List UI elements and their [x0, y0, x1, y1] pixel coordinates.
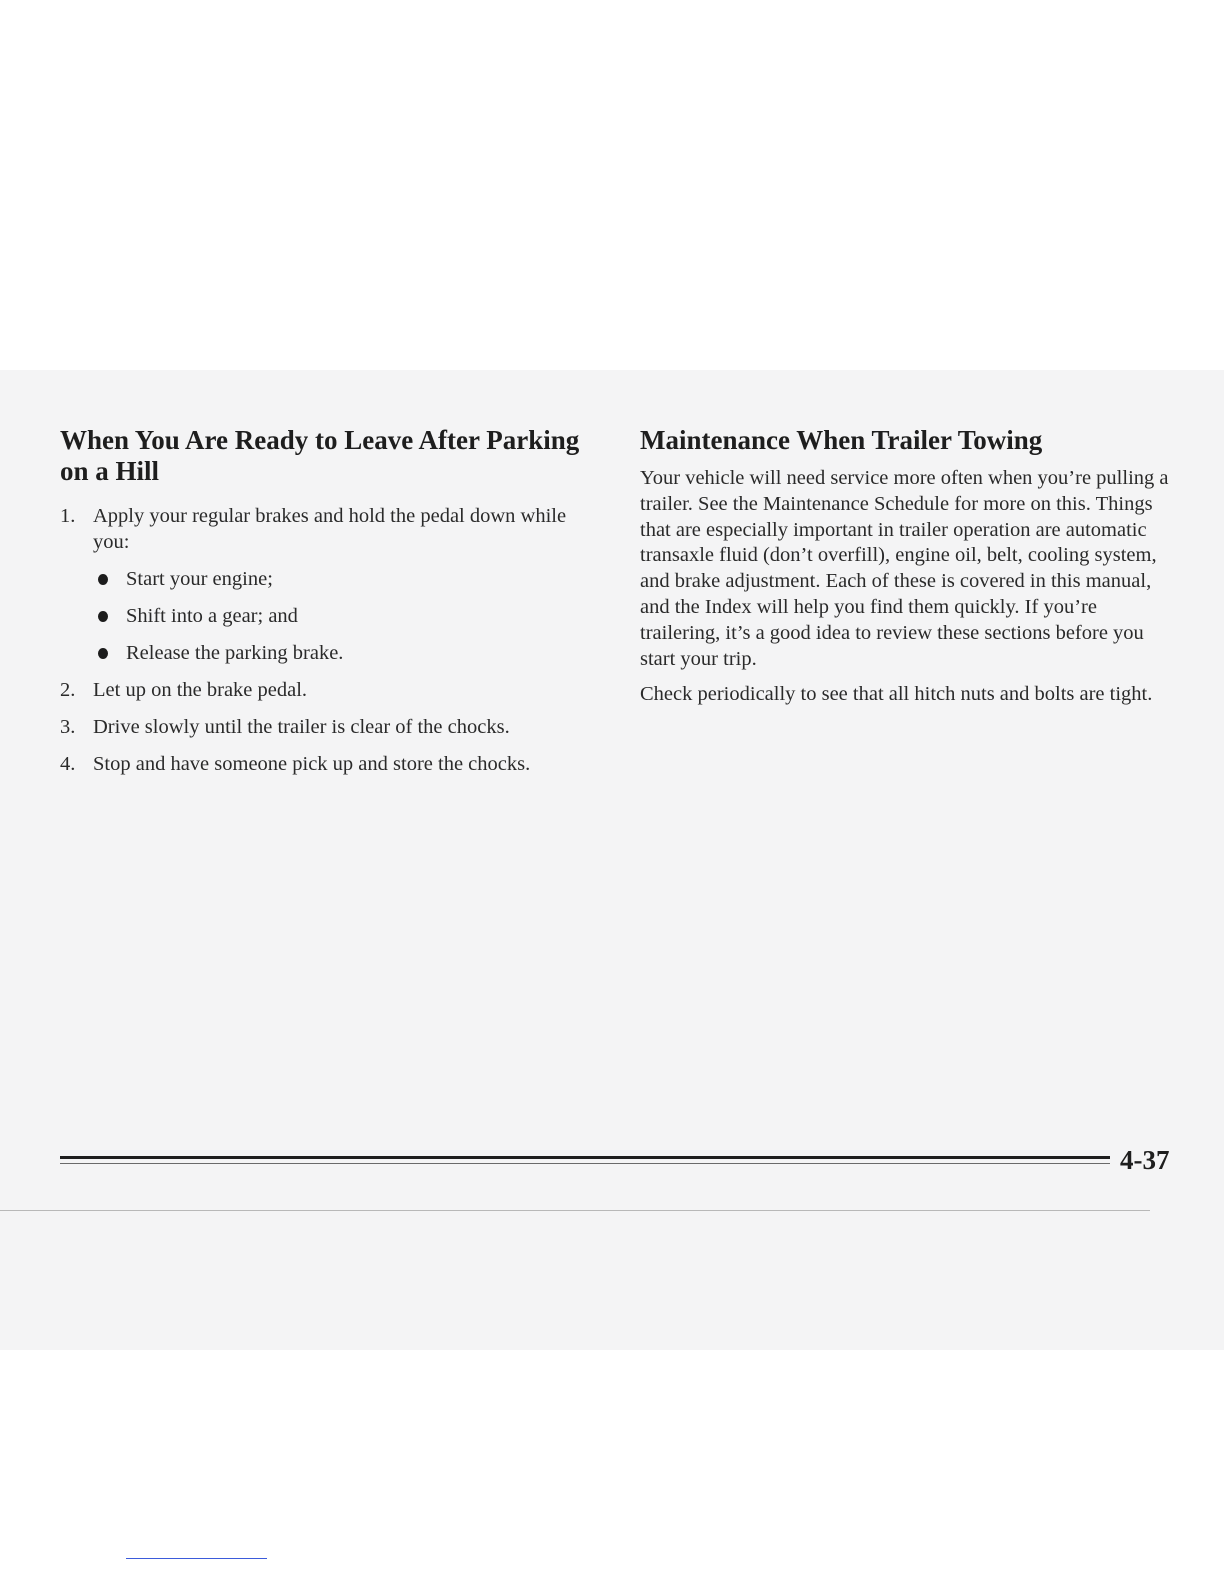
bullet-dot-icon	[98, 611, 108, 622]
paragraph: Your vehicle will need service more often when you’re pulling a trailer. See the Maintenance Schedule for more on this. Things that are especially important in trailer operation are automatic transaxle fluid (don’t overfill), engine oil, belt, cooling system, and brake adjustment. Each of these is covered in this manual, and the Index will help you find them quickly. If you’re trailering, it’s a good idea to review these sections before you start your trip.	[640, 467, 1169, 670]
bullet-dot-icon	[98, 648, 108, 659]
paragraph: Check periodically to see that all hitch nuts and bolts are tight.	[640, 683, 1153, 706]
scan-edge-line	[0, 1210, 1150, 1211]
section-title-maintenance: Maintenance When Trailer Towing	[640, 425, 1043, 455]
bullet-item	[60, 566, 605, 592]
step-3	[60, 714, 605, 740]
bullet-item	[60, 603, 605, 629]
bullet-dot-icon	[98, 574, 108, 585]
step-text: Let up on the brake pedal.	[93, 679, 308, 701]
right-column	[640, 425, 1180, 718]
section-title-leave-after-parking: When You Are Ready to Leave After Parking on a Hill	[60, 425, 580, 486]
footer-rule	[60, 1156, 1110, 1159]
step-4	[60, 751, 605, 777]
step-text: Stop and have someone pick up and store the chocks.	[93, 753, 531, 775]
step-number: 3.	[60, 716, 76, 738]
bullet-list	[60, 566, 605, 666]
page-number: 4-37	[1120, 1145, 1170, 1175]
step-1	[60, 503, 605, 555]
underline-mark	[126, 1558, 267, 1559]
step-number: 4.	[60, 753, 76, 775]
step-number: 1.	[60, 505, 76, 527]
footer-rule-thin	[60, 1163, 1110, 1164]
step-2	[60, 677, 605, 703]
bullet-item	[60, 640, 605, 666]
bullet-text: Start your engine;	[126, 568, 273, 590]
bullet-text: Shift into a gear; and	[126, 605, 298, 627]
left-column	[60, 425, 605, 788]
step-number: 2.	[60, 679, 76, 701]
step-text: Apply your regular brakes and hold the pedal down while you:	[93, 505, 567, 553]
bullet-text: Release the parking brake.	[126, 642, 344, 664]
step-text: Drive slowly until the trailer is clear of the chocks.	[93, 716, 510, 738]
